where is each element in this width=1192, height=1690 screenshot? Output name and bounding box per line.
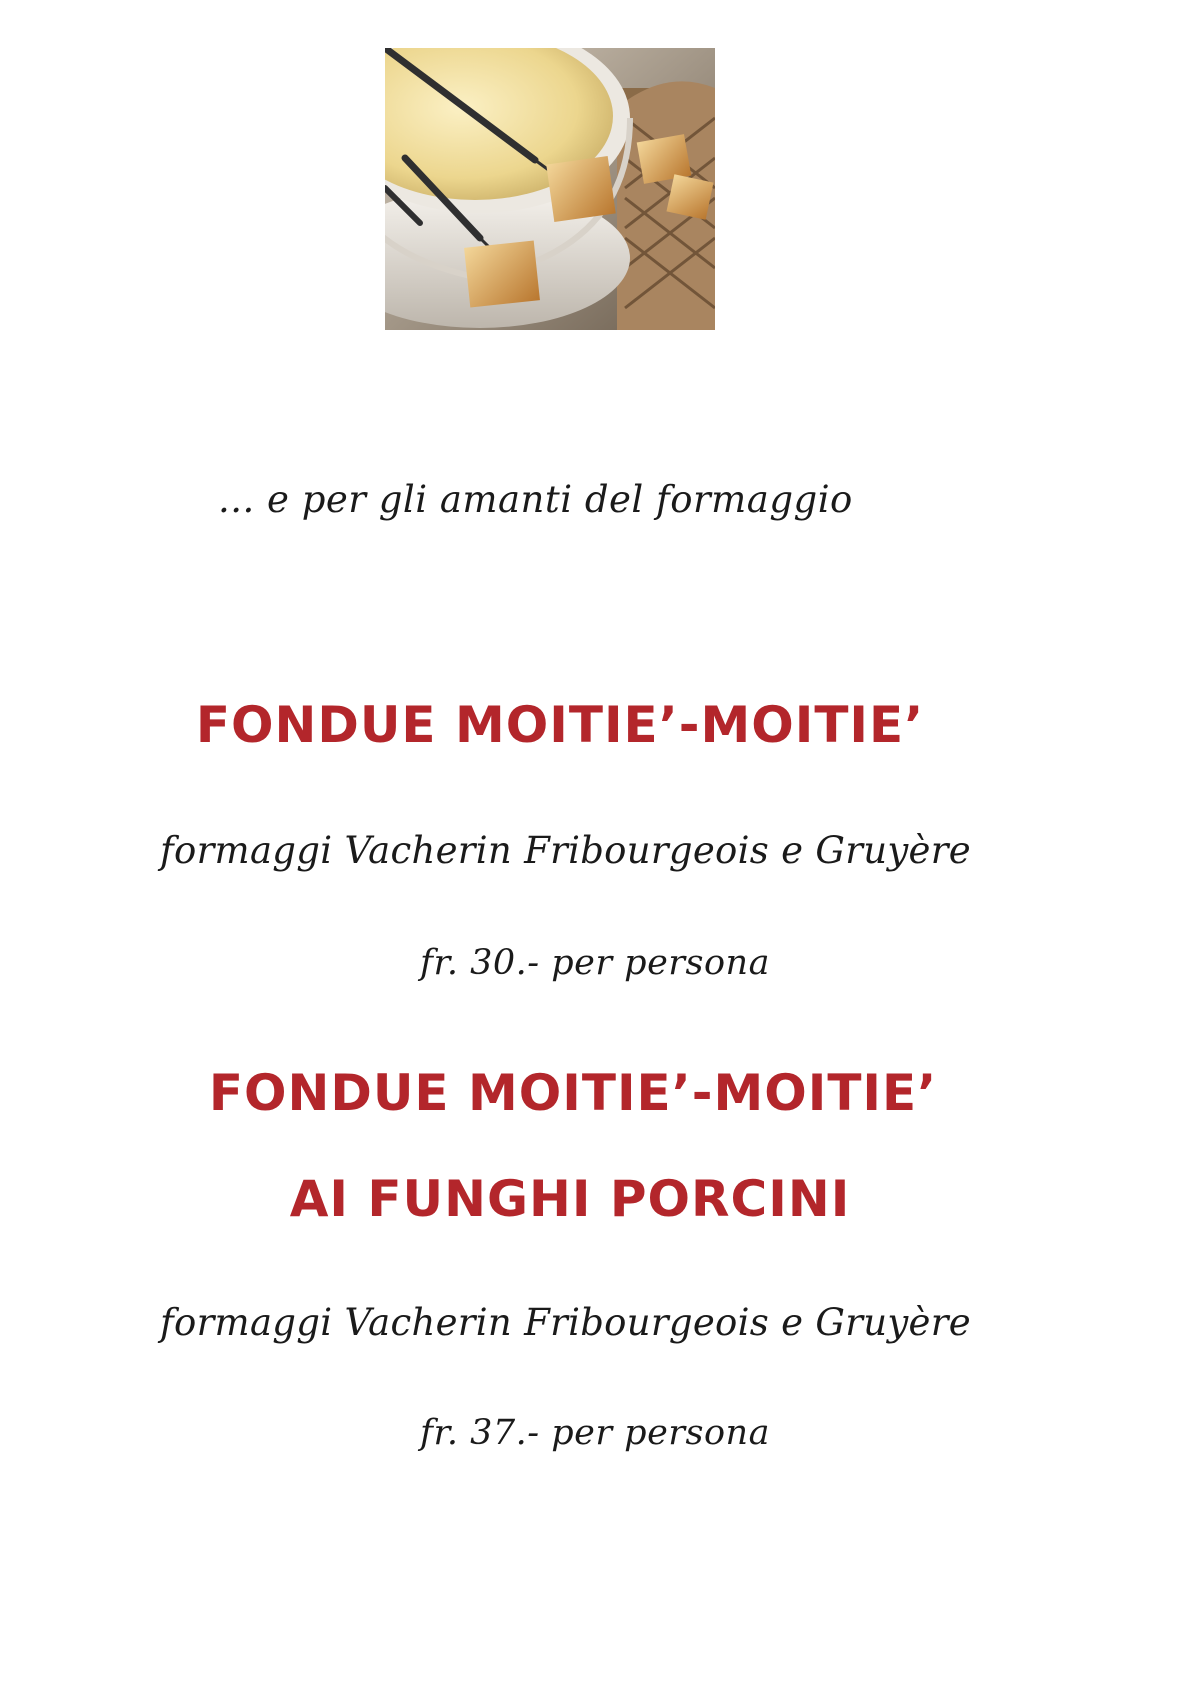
dish-title-porcini-line-2: AI FUNGHI PORCINI <box>289 1170 851 1228</box>
intro-text: ... e per gli amanti del formaggio <box>218 478 853 521</box>
dish-price: fr. 37.- per persona <box>420 1413 770 1453</box>
fondue-illustration <box>385 48 715 330</box>
fondue-photo <box>385 48 715 330</box>
dish-description: formaggi Vacherin Fribourgeois e Gruyère <box>160 829 971 872</box>
dish-title-porcini-line-1: FONDUE MOITIE’-MOITIE’ <box>208 1064 938 1122</box>
dish-description: formaggi Vacherin Fribourgeois e Gruyère <box>160 1301 971 1344</box>
dish-price: fr. 30.- per persona <box>420 943 770 983</box>
dish-title-moitie-moitie: FONDUE MOITIE’-MOITIE’ <box>195 696 925 754</box>
